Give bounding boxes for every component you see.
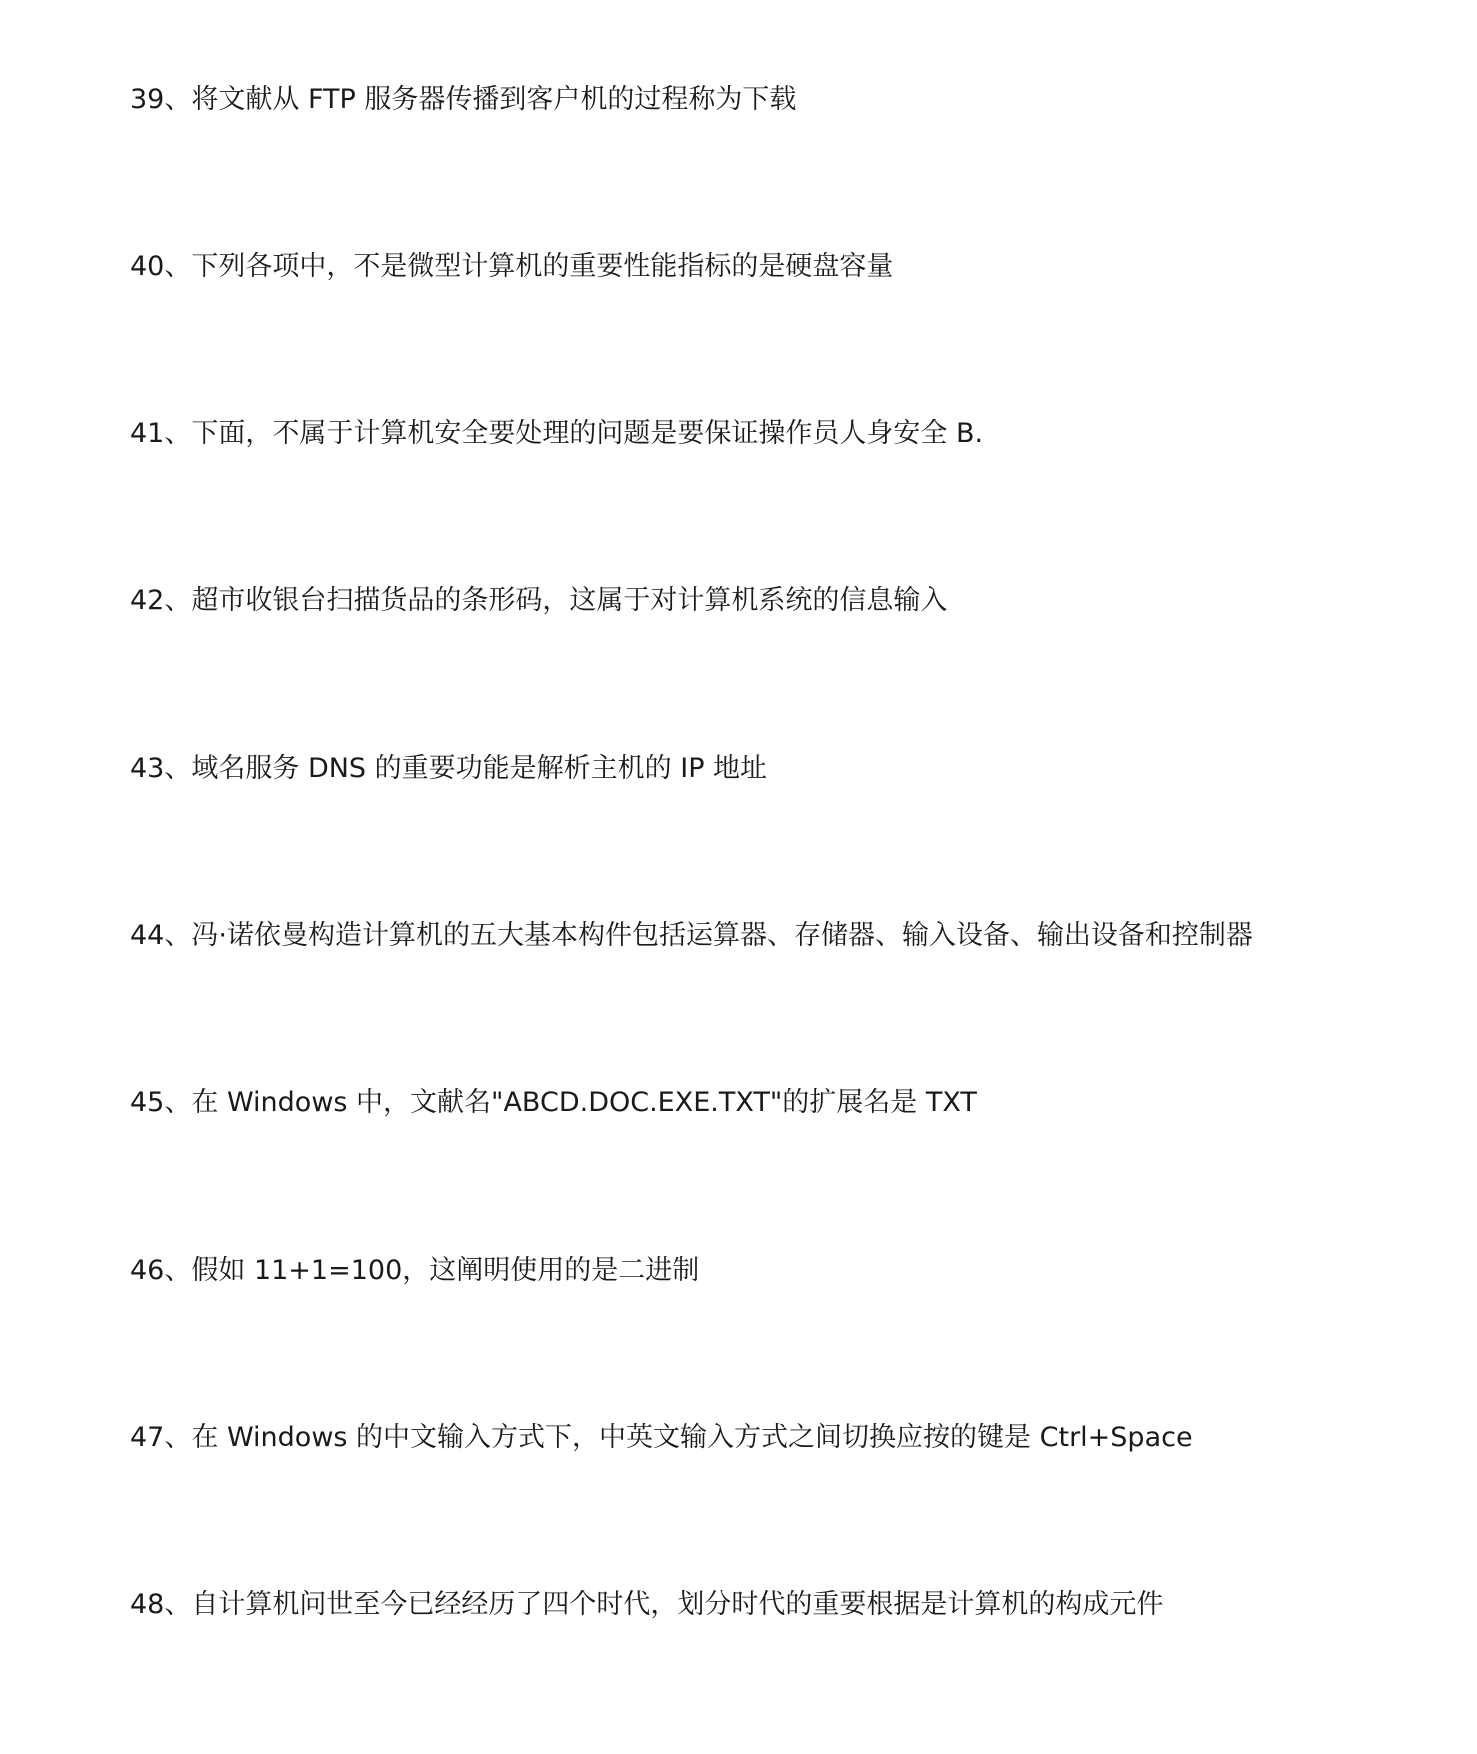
question-40: 40、下列各项中，不是微型计算机的重要性能指标的是硬盘容量 (130, 251, 894, 282)
question-48: 48、自计算机问世至今已经经历了四个时代，划分时代的重要根据是计算机的构成元件 (130, 1589, 1164, 1620)
question-45: 45、在 Windows 中，文献名"ABCD.DOC.EXE.TXT"的扩展名是 TXT (130, 1087, 977, 1118)
question-42: 42、超市收银台扫描货品的条形码，这属于对计算机系统的信息输入 (130, 585, 948, 616)
question-41: 41、下面，不属于计算机安全要处理的问题是要保证操作员人身安全 B. (130, 418, 984, 449)
question-39: 39、将文献从 FTP 服务器传播到客户机的过程称为下载 (130, 84, 797, 115)
question-43: 43、域名服务 DNS 的重要功能是解析主机的 IP 地址 (130, 753, 768, 784)
question-46: 46、假如 11+1=100，这阐明使用的是二进制 (130, 1255, 700, 1286)
question-47: 47、在 Windows 的中文输入方式下，中英文输入方式之间切换应按的键是 Ctrl+Space (130, 1422, 1193, 1453)
question-44: 44、冯·诺依曼构造计算机的五大基本构件包括运算器、存储器、输入设备、输出设备和控制器 (130, 920, 1253, 951)
